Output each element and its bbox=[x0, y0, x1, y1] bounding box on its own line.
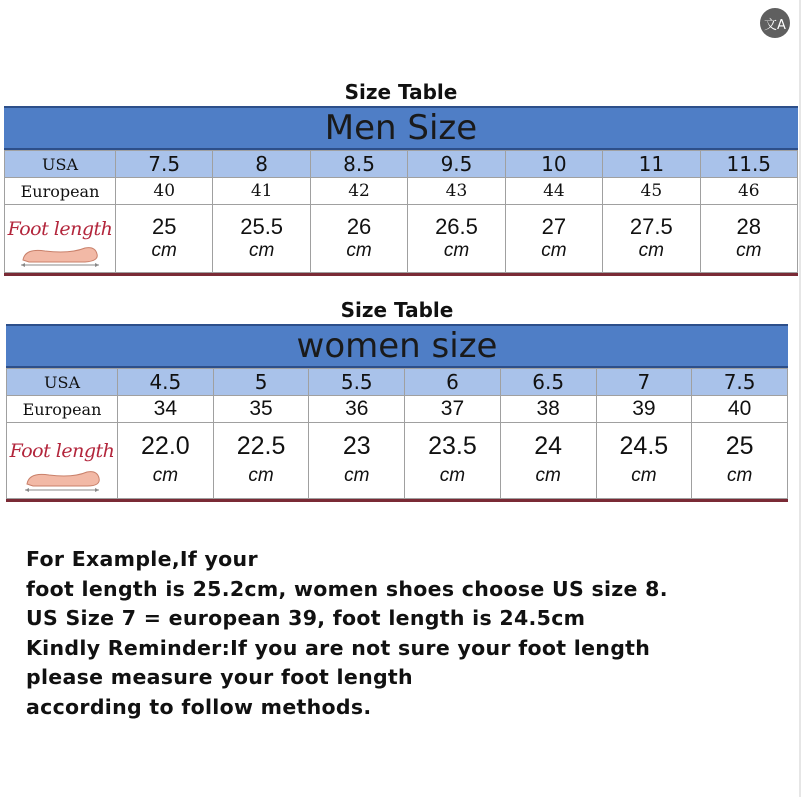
men-usa-cell: 7.5 bbox=[116, 151, 213, 178]
women-european-cell: 35 bbox=[213, 396, 309, 423]
women-european-cell: 34 bbox=[118, 396, 214, 423]
men-usa-cell: 8.5 bbox=[310, 151, 407, 178]
men-usa-cell: 11.5 bbox=[700, 151, 797, 178]
women-foot-length-cell: 24.5 cm bbox=[596, 423, 692, 499]
women-foot-length-cell: 22.0 cm bbox=[118, 423, 214, 499]
women-european-row bbox=[7, 396, 788, 423]
men-size-table bbox=[4, 78, 798, 276]
translate-icon[interactable]: 文A bbox=[760, 8, 790, 38]
note-line: please measure your foot length bbox=[26, 665, 413, 689]
usa-label: USA bbox=[7, 369, 118, 396]
men-usa-cell: 11 bbox=[603, 151, 700, 178]
note-line: Kindly Reminder:If you are not sure your foot length bbox=[26, 635, 651, 660]
men-table-bottom-rule bbox=[4, 273, 798, 276]
note-line: US Size 7 = european 39, foot length is 24.5cm bbox=[26, 606, 586, 630]
women-european-cell: 40 bbox=[692, 396, 788, 423]
men-foot-length-cell: 26 cm bbox=[310, 205, 407, 273]
men-foot-length-cell: 25 cm bbox=[116, 205, 213, 273]
men-foot-length-cell: 27 cm bbox=[505, 205, 602, 273]
men-size-grid bbox=[4, 150, 798, 273]
women-table-title: women size bbox=[6, 324, 788, 368]
women-usa-cell: 6.5 bbox=[500, 369, 596, 396]
men-european-row bbox=[5, 178, 798, 205]
women-european-cell: 37 bbox=[405, 396, 501, 423]
men-european-cell: 42 bbox=[310, 178, 407, 205]
women-size-grid bbox=[6, 368, 788, 499]
women-european-cell: 39 bbox=[596, 396, 692, 423]
women-european-cell: 36 bbox=[309, 396, 405, 423]
women-foot-length-cell: 25 cm bbox=[692, 423, 788, 499]
men-foot-length-cell: 27.5 cm bbox=[603, 205, 700, 273]
men-usa-row bbox=[5, 151, 798, 178]
european-label: European bbox=[5, 178, 116, 205]
women-usa-cell: 4.5 bbox=[118, 369, 214, 396]
foot-illustration-icon bbox=[15, 242, 105, 268]
foot-length-label: Foot length bbox=[5, 210, 115, 268]
men-table-caption: Size Table bbox=[344, 80, 458, 104]
note-line: For Example,If your bbox=[26, 547, 258, 571]
women-usa-cell: 7 bbox=[596, 369, 692, 396]
foot-length-label-cell bbox=[7, 423, 118, 499]
women-foot-length-cell: 24 cm bbox=[500, 423, 596, 499]
note-line: foot length is 25.2cm, women shoes choose US size 8. bbox=[26, 576, 668, 601]
women-size-table bbox=[6, 296, 788, 502]
foot-length-label: Foot length bbox=[7, 428, 117, 494]
foot-illustration-icon bbox=[17, 464, 107, 494]
foot-length-label-cell bbox=[5, 205, 116, 273]
size-notes bbox=[26, 545, 786, 722]
usa-label: USA bbox=[5, 151, 116, 178]
women-foot-length-cell: 23.5 cm bbox=[405, 423, 501, 499]
women-usa-cell: 6 bbox=[405, 369, 501, 396]
men-european-cell: 44 bbox=[505, 178, 602, 205]
men-foot-length-cell: 26.5 cm bbox=[408, 205, 505, 273]
men-foot-length-row bbox=[5, 205, 798, 273]
european-label: European bbox=[7, 396, 118, 423]
women-table-caption: Size Table bbox=[340, 298, 454, 322]
men-european-cell: 41 bbox=[213, 178, 310, 205]
men-usa-cell: 8 bbox=[213, 151, 310, 178]
men-usa-cell: 10 bbox=[505, 151, 602, 178]
men-european-cell: 40 bbox=[116, 178, 213, 205]
women-european-cell: 38 bbox=[500, 396, 596, 423]
women-foot-length-cell: 23 cm bbox=[309, 423, 405, 499]
men-foot-length-cell: 25.5 cm bbox=[213, 205, 310, 273]
men-european-cell: 46 bbox=[700, 178, 797, 205]
women-foot-length-row bbox=[7, 423, 788, 499]
men-european-cell: 43 bbox=[408, 178, 505, 205]
women-foot-length-cell: 22.5 cm bbox=[213, 423, 309, 499]
women-usa-row bbox=[7, 369, 788, 396]
men-usa-cell: 9.5 bbox=[408, 151, 505, 178]
men-foot-length-cell: 28 cm bbox=[700, 205, 797, 273]
women-usa-cell: 5.5 bbox=[309, 369, 405, 396]
men-table-title: Men Size bbox=[4, 106, 798, 150]
women-table-bottom-rule bbox=[6, 499, 788, 502]
women-usa-cell: 5 bbox=[213, 369, 309, 396]
note-line: according to follow methods. bbox=[26, 694, 372, 719]
women-usa-cell: 7.5 bbox=[692, 369, 788, 396]
men-european-cell: 45 bbox=[603, 178, 700, 205]
